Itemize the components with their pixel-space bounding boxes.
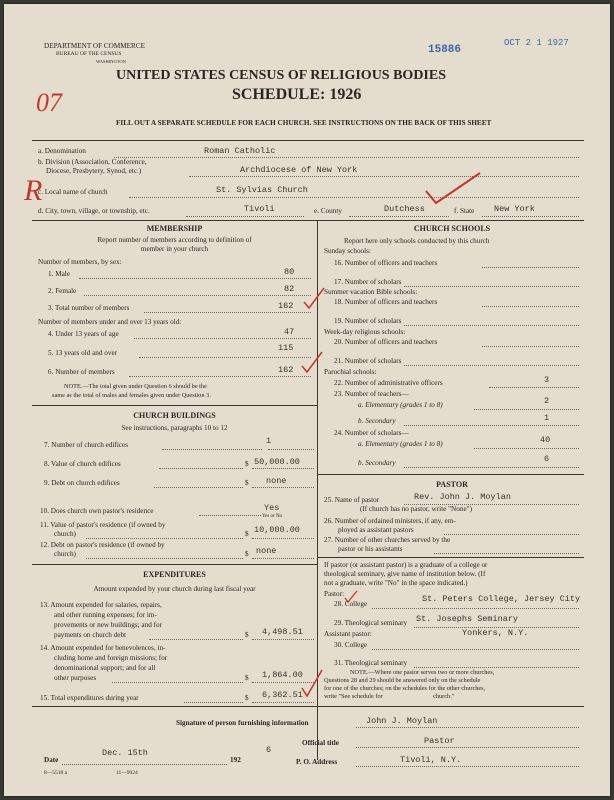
- county-label: e. County: [314, 207, 342, 215]
- q17-line: [404, 286, 579, 287]
- q6-line: [129, 376, 311, 377]
- signature-value[interactable]: John J. Moylan: [366, 716, 438, 726]
- q14-label-c: denominational support; and for all: [54, 664, 156, 672]
- q11-label-cont: church): [54, 530, 76, 538]
- buildings-intro: See instructions, paragraphs 10 to 12: [121, 424, 228, 432]
- q12-value[interactable]: none: [256, 546, 277, 556]
- q16-label: 16. Number of officers and teachers: [334, 259, 438, 267]
- q22-line: [489, 387, 579, 388]
- q20-line: [482, 346, 579, 347]
- year-digit-value[interactable]: 6: [266, 745, 272, 755]
- church-name-value[interactable]: St. Sylvias Church: [216, 185, 308, 195]
- q15-amount-line: [252, 702, 314, 703]
- q8-amount-line: [252, 468, 314, 469]
- q21-label: 21. Number of scholars: [334, 357, 402, 365]
- membership-divider: [32, 405, 317, 406]
- by-sex-label: Number of members, by sex:: [38, 258, 122, 266]
- city-field-label: d. City, town, village, or township, etc.: [38, 207, 150, 215]
- membership-note: NOTE.—The total given under Question 6 should be the: [64, 383, 207, 390]
- q13-amount-line: [252, 639, 314, 640]
- received-stamp-date: OCT 2 1 1927: [504, 38, 569, 48]
- q30-label: 30. College: [334, 641, 368, 649]
- red-check-icon: [300, 350, 324, 374]
- q5-label: 5. 13 years old and over: [48, 349, 118, 357]
- q9-label: 9. Debt on church edifices: [44, 479, 120, 487]
- q12-label: 12. Debt on pastor's residence (if owned by: [40, 541, 165, 549]
- department-label: DEPARTMENT OF COMMERCE: [44, 42, 146, 50]
- parochial-schools-label: Parochial schools:: [324, 368, 377, 376]
- q20-label: 20. Number of officers and teachers: [334, 338, 438, 346]
- q13-label-b: and other running expenses; for im-: [54, 611, 157, 619]
- state-line: [482, 216, 579, 217]
- denomination-line: [114, 157, 579, 158]
- q2-value[interactable]: 82: [284, 284, 295, 294]
- expenditures-intro: Amount expended by your church during last fiscal year: [93, 585, 256, 593]
- q11-amount-line: [252, 538, 314, 539]
- membership-intro: Report number of members according to definition of: [97, 236, 252, 244]
- form-title: UNITED STATES CENSUS OF RELIGIOUS BODIES: [116, 68, 447, 83]
- po-address-line: [356, 766, 579, 767]
- q29-value[interactable]: St. Josephs Seminary: [416, 614, 519, 624]
- membership-intro-cont: member in your church: [140, 245, 209, 253]
- q7-value[interactable]: 1: [266, 436, 272, 446]
- q14-line: [112, 682, 243, 683]
- q3-value[interactable]: 162: [278, 301, 294, 311]
- form-number: 8—5518 a: [44, 770, 68, 776]
- q13-label-c: provements or new buildings; and for: [54, 621, 162, 629]
- q26-line: [444, 534, 579, 535]
- q15-dollar: $: [245, 694, 249, 702]
- schools-title: CHURCH SCHOOLS: [413, 224, 491, 233]
- q15-line: [184, 702, 243, 703]
- q5-line: [139, 357, 311, 358]
- q13-dollar: $: [245, 631, 249, 639]
- handwritten-code: 07: [36, 88, 62, 117]
- q24a-label: a. Elementary (grades 1 to 8): [358, 440, 443, 448]
- yes-no-hint: Yes or No: [262, 514, 283, 519]
- q10-label: 10. Does church own pastor's residence: [40, 507, 154, 515]
- schools-divider: [317, 474, 584, 475]
- q9-value[interactable]: none: [266, 476, 287, 486]
- q12-amount-line: [252, 558, 314, 559]
- q6-label: 6. Number of members: [48, 368, 115, 376]
- q24b-line: [404, 467, 579, 468]
- q11-dollar: $: [245, 530, 249, 538]
- q24b-value[interactable]: 6: [544, 454, 550, 464]
- q21-line: [404, 365, 579, 366]
- q14-label-b: cluding home and foreign missions; for: [54, 654, 168, 662]
- q10-line: [199, 515, 261, 516]
- q3-label: 3. Total number of members: [48, 304, 130, 312]
- pastor-note-b: Questions 28 and 29 should be answered only on the schedule: [324, 677, 481, 684]
- instruction-line: FILL OUT A SEPARATE SCHEDULE FOR EACH CHURCH. SEE INSTRUCTIONS ON THE BACK OF THIS SHEET: [116, 119, 492, 127]
- state-label: f. State: [454, 207, 475, 215]
- date-line: [62, 764, 227, 765]
- handwritten-r-mark: R: [24, 174, 43, 207]
- q4-label: 4. Under 13 years of age: [48, 330, 119, 338]
- weekday-schools-label: Week-day religious schools:: [324, 328, 406, 336]
- q15-label: 15. Total expenditures during year: [40, 694, 139, 702]
- q9-amount-line: [252, 487, 314, 488]
- pastor-note-c: for one of the churches; on the schedules for the other churches,: [324, 685, 486, 692]
- sunday-schools-label: Sunday schools:: [324, 247, 371, 255]
- q8-value[interactable]: 50,000.00: [254, 457, 300, 467]
- graduate-instruction-b: theological seminary, give name of institution below. (If: [324, 570, 486, 578]
- po-address-value[interactable]: Tivoli, N.Y.: [400, 755, 462, 765]
- q17-label: 17. Number of scholars: [334, 278, 402, 286]
- q31-label: 31. Theological seminary: [334, 659, 408, 667]
- division-label: b. Division (Association, Conference,: [38, 158, 147, 166]
- q28-label: 28. College: [334, 600, 368, 608]
- signature-line: [356, 727, 579, 728]
- q2-label: 2. Female: [48, 287, 77, 295]
- q13-label-d: payments on church debt: [54, 631, 127, 639]
- q7-label: 7. Number of church edifices: [44, 441, 129, 449]
- po-address-label: P. O. Address: [296, 758, 338, 766]
- bureau-label: BUREAU OF THE CENSUS: [56, 51, 122, 57]
- q19-label: 19. Number of scholars: [334, 317, 402, 325]
- q22-label: 22. Number of administrative officers: [334, 379, 443, 387]
- county-value[interactable]: Dutchess: [384, 204, 425, 214]
- q23b-line: [404, 425, 579, 426]
- state-value[interactable]: New York: [494, 204, 535, 214]
- census-schedule-sheet: [4, 4, 610, 796]
- q14-label-d: other purposes: [54, 674, 97, 682]
- pastor-subhead: Pastor:: [324, 590, 344, 598]
- q1-line: [79, 278, 311, 279]
- q23b-value[interactable]: 1: [544, 413, 550, 423]
- q12-line: [86, 558, 243, 559]
- q25-note: (If church has no pastor, write "None"): [360, 505, 472, 513]
- city-line: [186, 216, 304, 217]
- official-title-value[interactable]: Pastor: [424, 736, 455, 746]
- denomination-label: a. Denomination: [38, 147, 86, 155]
- q13-value[interactable]: 4,498.51: [262, 627, 303, 637]
- q9-dollar: $: [245, 479, 249, 487]
- q28-line: [372, 608, 579, 609]
- q13-label: 13. Amount expended for salaries, repairs,: [40, 601, 162, 609]
- q14-label: 14. Amount expended for benevolences, in-: [40, 644, 166, 652]
- q24-label: 24. Number of scholars—: [334, 429, 409, 437]
- buildings-divider: [32, 564, 317, 565]
- official-title-label: Official title: [302, 739, 339, 747]
- church-name-line: [129, 197, 579, 198]
- graduate-instruction: If pastor (or assistant pastor) is a graduate of a college or: [324, 561, 488, 569]
- q18-line: [482, 306, 579, 307]
- q25-value[interactable]: Rev. John J. Moylan: [414, 492, 511, 502]
- division-line: [189, 176, 579, 177]
- q31-line: [414, 667, 579, 668]
- pastor-divider: [317, 557, 584, 558]
- q11-line: [86, 538, 243, 539]
- city-label: WASHINGTON: [96, 59, 126, 64]
- graduate-instruction-c: not a graduate, write "No" in the space indicated.): [324, 579, 468, 587]
- q14-value[interactable]: 1,864.00: [262, 670, 303, 680]
- schools-intro: Report here only schools conducted by this church: [344, 237, 490, 245]
- q23b-label: b. Secondary: [358, 417, 396, 425]
- q25-label: 25. Name of pastor: [324, 496, 380, 504]
- q9-line: [154, 487, 243, 488]
- official-title-line: [356, 747, 579, 748]
- q23a-value[interactable]: 2: [544, 396, 550, 406]
- q29-label: 29. Theological seminary: [334, 619, 408, 627]
- signature-label: Signature of person furnishing information: [176, 719, 309, 727]
- q1-label: 1. Male: [48, 270, 70, 278]
- q23a-label: a. Elementary (grades 1 to 8): [358, 401, 443, 409]
- schedule-title: SCHEDULE: 1926: [232, 86, 362, 103]
- q16-line: [482, 267, 579, 268]
- q24a-line: [474, 448, 579, 449]
- q23a-line: [474, 409, 579, 410]
- red-check-icon: [424, 169, 484, 209]
- q11-label: 11. Value of pastor's residence (if owned by: [40, 521, 166, 529]
- pastor-title: PASTOR: [436, 480, 468, 489]
- expenditures-title: EXPENDITURES: [143, 570, 206, 579]
- assistant-value[interactable]: Yonkers, N.Y.: [462, 628, 529, 638]
- q24a-value[interactable]: 40: [540, 435, 551, 445]
- pastor-note-d: write "See schedule for church.": [324, 693, 455, 700]
- header-divider: [32, 140, 584, 141]
- print-number: 11—9024: [116, 770, 138, 776]
- q2-line: [84, 295, 311, 296]
- q8-dollar: $: [245, 460, 249, 468]
- q27-line: [434, 553, 579, 554]
- q12-dollar: $: [245, 550, 249, 558]
- q15-value[interactable]: 6,362.51: [262, 690, 303, 700]
- q7-line-b: [268, 449, 314, 450]
- city-value[interactable]: Tivoli: [244, 204, 275, 214]
- assistant-pastor-subhead: Assistant pastor:: [324, 630, 372, 638]
- county-line: [349, 216, 449, 217]
- year-prefix: 192: [230, 756, 241, 764]
- section-divider-top: [32, 220, 584, 221]
- q8-line: [159, 468, 243, 469]
- red-check-icon: [302, 286, 326, 310]
- footer-divider: [32, 706, 584, 707]
- q14-dollar: $: [245, 674, 249, 682]
- age-groups-label: Number of members under and over 13 years old:: [38, 318, 182, 326]
- membership-note-cont: same as the total of males and females given under Question 3.: [52, 392, 211, 399]
- summer-schools-label: Summer vacation Bible schools:: [324, 288, 418, 296]
- q5-value[interactable]: 115: [278, 343, 294, 353]
- date-label: Date: [44, 756, 59, 764]
- q10-value[interactable]: Yes: [264, 503, 280, 513]
- q28-value[interactable]: St. Peters College, Jersey City: [422, 594, 581, 604]
- q11-value[interactable]: 10,000.00: [254, 525, 300, 535]
- q3-line: [144, 312, 311, 313]
- division-label-cont: Diocese, Presbytery, Synod, etc.): [46, 167, 142, 175]
- q27-label-cont: pastor or his assistants: [338, 545, 403, 553]
- q4-line: [134, 338, 311, 339]
- membership-title: MEMBERSHIP: [146, 224, 203, 233]
- division-value[interactable]: Archdiocese of New York: [240, 165, 358, 175]
- q12-label-cont: church): [54, 550, 76, 558]
- q24b-label: b. Secondary: [358, 459, 396, 467]
- q27-label: 27. Number of other churches served by the: [324, 536, 451, 544]
- q19-line: [404, 325, 579, 326]
- buildings-title: CHURCH BUILDINGS: [133, 411, 216, 420]
- q4-value[interactable]: 47: [284, 327, 295, 337]
- received-stamp-number: 15886: [428, 44, 462, 56]
- pastor-note: NOTE.—Where one pastor serves two or more churches,: [350, 669, 495, 676]
- q23-label: 23. Number of teachers—: [334, 390, 409, 398]
- q30-line: [372, 649, 579, 650]
- q18-label: 18. Number of officers and teachers: [334, 298, 438, 306]
- date-value[interactable]: Dec. 15th: [102, 748, 148, 758]
- q8-label: 8. Value of church edifices: [44, 460, 121, 468]
- q26-label-cont: ployed as assistant pastors: [338, 526, 414, 534]
- q26-label: 26. Number of ordained ministers, if any, em-: [324, 517, 456, 525]
- denomination-value[interactable]: Roman Catholic: [204, 146, 276, 156]
- q13-line: [149, 639, 243, 640]
- q7-line: [162, 449, 262, 450]
- church-name-label: c. Local name of church: [38, 188, 108, 196]
- q1-value[interactable]: 80: [284, 267, 295, 277]
- q6-value[interactable]: 162: [278, 365, 294, 375]
- q22-value[interactable]: 3: [544, 375, 550, 385]
- red-check-icon: [300, 668, 324, 698]
